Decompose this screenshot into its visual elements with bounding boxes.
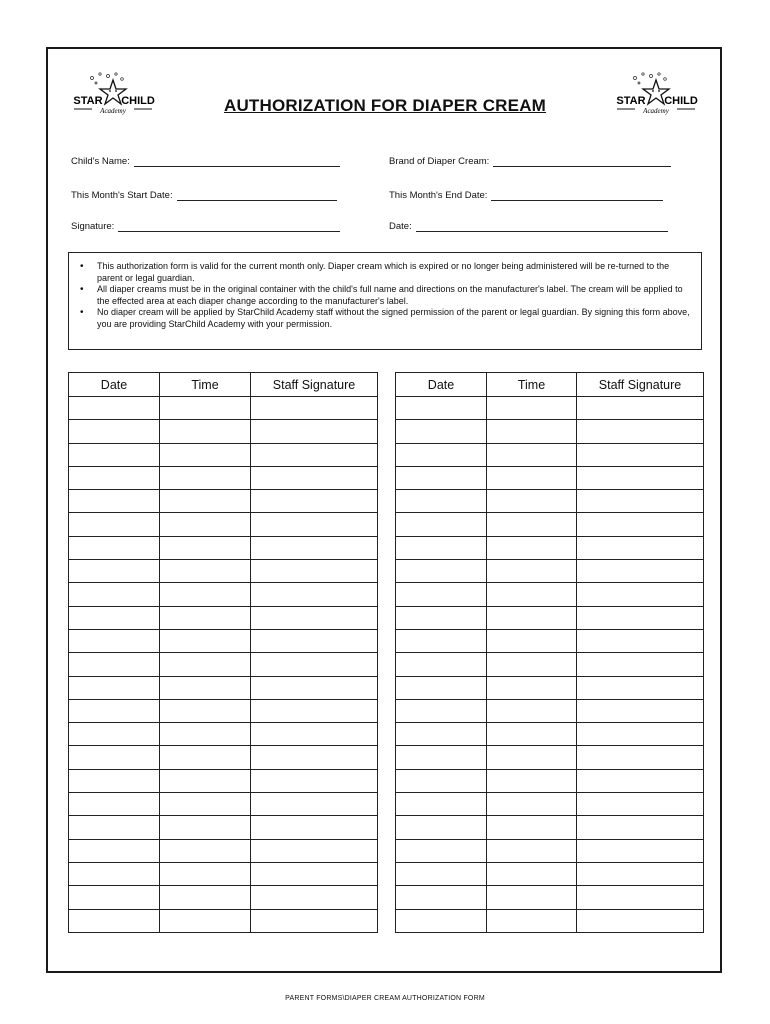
staff-signature-cell[interactable] (251, 653, 378, 676)
time-cell[interactable] (487, 560, 577, 583)
date-cell[interactable] (69, 443, 160, 466)
star-sprinkles (634, 73, 667, 84)
logo-star-text: STAR (616, 95, 646, 107)
table-row (69, 513, 378, 536)
staff-signature-cell[interactable] (251, 769, 378, 792)
time-cell[interactable] (160, 699, 251, 722)
date-label: Date: (389, 221, 412, 232)
time-cell[interactable] (487, 629, 577, 652)
table-row (69, 397, 378, 420)
table-row (396, 886, 704, 909)
time-cell[interactable] (487, 746, 577, 769)
brand-line[interactable] (493, 157, 671, 167)
staff-signature-cell[interactable] (577, 490, 704, 513)
start-date-label: This Month's Start Date: (71, 190, 173, 201)
header-staff-signature: Staff Signature (251, 373, 378, 397)
time-cell[interactable] (160, 862, 251, 885)
staff-signature-cell[interactable] (251, 536, 378, 559)
table-row (69, 653, 378, 676)
date-cell[interactable] (69, 862, 160, 885)
staff-signature-cell[interactable] (577, 723, 704, 746)
time-cell[interactable] (487, 723, 577, 746)
date-cell[interactable] (69, 606, 160, 629)
logo-child-text: CHILD (121, 95, 155, 107)
logo-child-text: CHILD (664, 95, 698, 107)
date-cell[interactable] (396, 816, 487, 839)
time-cell[interactable] (160, 816, 251, 839)
time-cell[interactable] (487, 397, 577, 420)
table-row (396, 606, 704, 629)
time-cell[interactable] (160, 909, 251, 932)
date-cell[interactable] (69, 699, 160, 722)
table-row (396, 793, 704, 816)
childs-name-field[interactable] (71, 156, 340, 167)
date-line[interactable] (416, 222, 668, 232)
date-cell[interactable] (396, 862, 487, 885)
staff-signature-cell[interactable] (251, 839, 378, 862)
table-row (396, 583, 704, 606)
date-cell[interactable] (69, 629, 160, 652)
date-cell[interactable] (69, 886, 160, 909)
date-cell[interactable] (69, 536, 160, 559)
notice-item: • This authorization form is valid for the current month only. Diaper cream which is expired or no longer being administered will be re-turned to the parent or legal guardian. (77, 261, 693, 284)
header-date: Date (396, 373, 487, 397)
table-row (69, 886, 378, 909)
staff-signature-cell[interactable] (577, 676, 704, 699)
staff-signature-cell[interactable] (251, 862, 378, 885)
table-row (69, 466, 378, 489)
staff-signature-cell[interactable] (577, 769, 704, 792)
table-row (396, 862, 704, 885)
date-cell[interactable] (396, 909, 487, 932)
date-cell[interactable] (69, 466, 160, 489)
signature-line[interactable] (118, 222, 340, 232)
time-cell[interactable] (160, 723, 251, 746)
date-cell[interactable] (69, 676, 160, 699)
header-time: Time (160, 373, 251, 397)
staff-signature-cell[interactable] (577, 886, 704, 909)
date-cell[interactable] (69, 793, 160, 816)
time-cell[interactable] (487, 653, 577, 676)
date-cell[interactable] (396, 606, 487, 629)
date-cell[interactable] (396, 793, 487, 816)
staff-signature-cell[interactable] (251, 420, 378, 443)
table-row (396, 420, 704, 443)
time-cell[interactable] (160, 676, 251, 699)
time-cell[interactable] (487, 676, 577, 699)
staff-signature-cell[interactable] (251, 606, 378, 629)
time-cell[interactable] (487, 886, 577, 909)
table-row (396, 699, 704, 722)
date-cell[interactable] (396, 723, 487, 746)
table-row (69, 793, 378, 816)
logo-academy-text: Academy (100, 107, 126, 115)
staff-signature-cell[interactable] (251, 513, 378, 536)
date-cell[interactable] (396, 839, 487, 862)
table-row (69, 862, 378, 885)
date-cell[interactable] (69, 583, 160, 606)
time-cell[interactable] (160, 536, 251, 559)
header-time: Time (487, 373, 577, 397)
time-cell[interactable] (487, 862, 577, 885)
time-cell[interactable] (160, 793, 251, 816)
staff-signature-cell[interactable] (251, 793, 378, 816)
staff-signature-cell[interactable] (251, 886, 378, 909)
table-header-row (69, 373, 378, 397)
staff-signature-cell[interactable] (577, 653, 704, 676)
end-date-field[interactable] (389, 190, 663, 201)
table-row (69, 723, 378, 746)
date-cell[interactable] (396, 653, 487, 676)
date-cell[interactable] (69, 816, 160, 839)
time-cell[interactable] (160, 420, 251, 443)
date-cell[interactable] (396, 583, 487, 606)
table-row (69, 490, 378, 513)
table-row (396, 397, 704, 420)
staff-signature-cell[interactable] (577, 839, 704, 862)
table-row (396, 466, 704, 489)
time-cell[interactable] (160, 513, 251, 536)
staff-signature-cell[interactable] (577, 629, 704, 652)
staff-signature-cell[interactable] (251, 443, 378, 466)
log-table-left (68, 372, 378, 933)
date-field[interactable] (389, 221, 668, 232)
date-cell[interactable] (69, 746, 160, 769)
table-row (396, 536, 704, 559)
staff-signature-cell[interactable] (577, 536, 704, 559)
staff-signature-cell[interactable] (577, 443, 704, 466)
childs-name-label: Child's Name: (71, 156, 130, 167)
table-row (69, 839, 378, 862)
date-cell[interactable] (396, 513, 487, 536)
time-cell[interactable] (160, 606, 251, 629)
table-row (396, 816, 704, 839)
date-cell[interactable] (69, 723, 160, 746)
table-row (69, 443, 378, 466)
brand-field[interactable] (389, 156, 671, 167)
time-cell[interactable] (487, 816, 577, 839)
log-table-right (395, 372, 704, 933)
date-cell[interactable] (396, 560, 487, 583)
time-cell[interactable] (487, 466, 577, 489)
table-row (69, 909, 378, 932)
table-row (396, 653, 704, 676)
notice-item: • No diaper cream will be applied by StarChild Academy staff without the signed permission of the parent or legal guardian. By signing this form above, you are providing StarChild Academy with your permission. (77, 307, 693, 330)
notice-item: • All diaper creams must be in the original container with the child's full name and directions on the manufacturer's label. The cream will be applied to the effected area at each diaper change according to the manufacturer's label. (77, 284, 693, 307)
date-cell[interactable] (396, 699, 487, 722)
table-row (396, 839, 704, 862)
date-cell[interactable] (69, 653, 160, 676)
time-cell[interactable] (487, 793, 577, 816)
table-row (69, 606, 378, 629)
staff-signature-cell[interactable] (251, 816, 378, 839)
table-row (69, 583, 378, 606)
time-cell[interactable] (160, 839, 251, 862)
staff-signature-cell[interactable] (577, 606, 704, 629)
time-cell[interactable] (487, 513, 577, 536)
table-row (69, 816, 378, 839)
staff-signature-cell[interactable] (251, 909, 378, 932)
staff-signature-cell[interactable] (577, 699, 704, 722)
staff-signature-cell[interactable] (577, 560, 704, 583)
date-cell[interactable] (69, 839, 160, 862)
staff-signature-cell[interactable] (251, 629, 378, 652)
time-cell[interactable] (487, 583, 577, 606)
table-row (69, 699, 378, 722)
staff-signature-cell[interactable] (577, 397, 704, 420)
time-cell[interactable] (487, 606, 577, 629)
table-row (396, 746, 704, 769)
staff-signature-cell[interactable] (251, 746, 378, 769)
date-cell[interactable] (396, 420, 487, 443)
time-cell[interactable] (160, 583, 251, 606)
staff-signature-cell[interactable] (577, 909, 704, 932)
staff-signature-cell[interactable] (577, 746, 704, 769)
staff-signature-cell[interactable] (251, 699, 378, 722)
staff-signature-cell[interactable] (577, 513, 704, 536)
staff-signature-cell[interactable] (251, 723, 378, 746)
table-row (69, 676, 378, 699)
time-cell[interactable] (487, 839, 577, 862)
date-cell[interactable] (69, 909, 160, 932)
notice-list (77, 261, 693, 331)
time-cell[interactable] (487, 909, 577, 932)
table-row (69, 560, 378, 583)
time-cell[interactable] (487, 536, 577, 559)
date-cell[interactable] (396, 676, 487, 699)
date-cell[interactable] (69, 769, 160, 792)
time-cell[interactable] (487, 699, 577, 722)
logo-star-text: STAR (73, 95, 103, 107)
table-row (396, 629, 704, 652)
time-cell[interactable] (487, 490, 577, 513)
time-cell[interactable] (160, 466, 251, 489)
end-date-label: This Month's End Date: (389, 190, 488, 201)
time-cell[interactable] (487, 420, 577, 443)
table-row (69, 629, 378, 652)
date-cell[interactable] (69, 560, 160, 583)
staff-signature-cell[interactable] (251, 466, 378, 489)
staff-signature-cell[interactable] (577, 793, 704, 816)
header-staff-signature: Staff Signature (577, 373, 704, 397)
table-row (396, 769, 704, 792)
table-header-row (396, 373, 704, 397)
staff-signature-cell[interactable] (251, 397, 378, 420)
date-cell[interactable] (396, 466, 487, 489)
staff-signature-cell[interactable] (251, 560, 378, 583)
table-row (396, 443, 704, 466)
date-cell[interactable] (396, 886, 487, 909)
time-cell[interactable] (487, 769, 577, 792)
time-cell[interactable] (160, 397, 251, 420)
staff-signature-cell[interactable] (577, 466, 704, 489)
table-row (396, 909, 704, 932)
time-cell[interactable] (160, 653, 251, 676)
date-cell[interactable] (69, 490, 160, 513)
date-cell[interactable] (69, 420, 160, 443)
staff-signature-cell[interactable] (251, 490, 378, 513)
time-cell[interactable] (160, 560, 251, 583)
star-sprinkles (91, 73, 124, 84)
staff-signature-cell[interactable] (577, 583, 704, 606)
staff-signature-cell[interactable] (251, 676, 378, 699)
time-cell[interactable] (160, 629, 251, 652)
signature-label: Signature: (71, 221, 115, 232)
logo-academy-text: Academy (643, 107, 669, 115)
table-row (396, 723, 704, 746)
table-row (69, 769, 378, 792)
table-row (396, 513, 704, 536)
end-date-line[interactable] (491, 191, 663, 201)
staff-signature-cell[interactable] (577, 816, 704, 839)
staff-signature-cell[interactable] (577, 862, 704, 885)
table-row (396, 560, 704, 583)
form-title: AUTHORIZATION FOR DIAPER CREAM (223, 96, 547, 115)
date-cell[interactable] (396, 397, 487, 420)
date-cell[interactable] (396, 746, 487, 769)
start-date-field[interactable] (71, 190, 337, 201)
date-cell[interactable] (396, 443, 487, 466)
notice-box (68, 252, 702, 350)
table-row (69, 536, 378, 559)
childs-name-line[interactable] (134, 157, 340, 167)
date-cell[interactable] (396, 490, 487, 513)
header-date: Date (69, 373, 160, 397)
signature-field[interactable] (71, 221, 340, 232)
table-row (69, 420, 378, 443)
footer-text: PARENT FORMS\DIAPER CREAM AUTHORIZATION FORM (285, 995, 485, 1002)
time-cell[interactable] (487, 443, 577, 466)
table-row (69, 746, 378, 769)
staff-signature-cell[interactable] (251, 583, 378, 606)
staff-signature-cell[interactable] (577, 420, 704, 443)
time-cell[interactable] (160, 443, 251, 466)
date-cell[interactable] (396, 769, 487, 792)
brand-label: Brand of Diaper Cream: (389, 156, 490, 167)
date-cell[interactable] (396, 629, 487, 652)
time-cell[interactable] (160, 769, 251, 792)
start-date-line[interactable] (177, 191, 337, 201)
table-row (396, 676, 704, 699)
date-cell[interactable] (396, 536, 487, 559)
date-cell[interactable] (69, 397, 160, 420)
time-cell[interactable] (160, 886, 251, 909)
time-cell[interactable] (160, 746, 251, 769)
table-row (396, 490, 704, 513)
time-cell[interactable] (160, 490, 251, 513)
date-cell[interactable] (69, 513, 160, 536)
